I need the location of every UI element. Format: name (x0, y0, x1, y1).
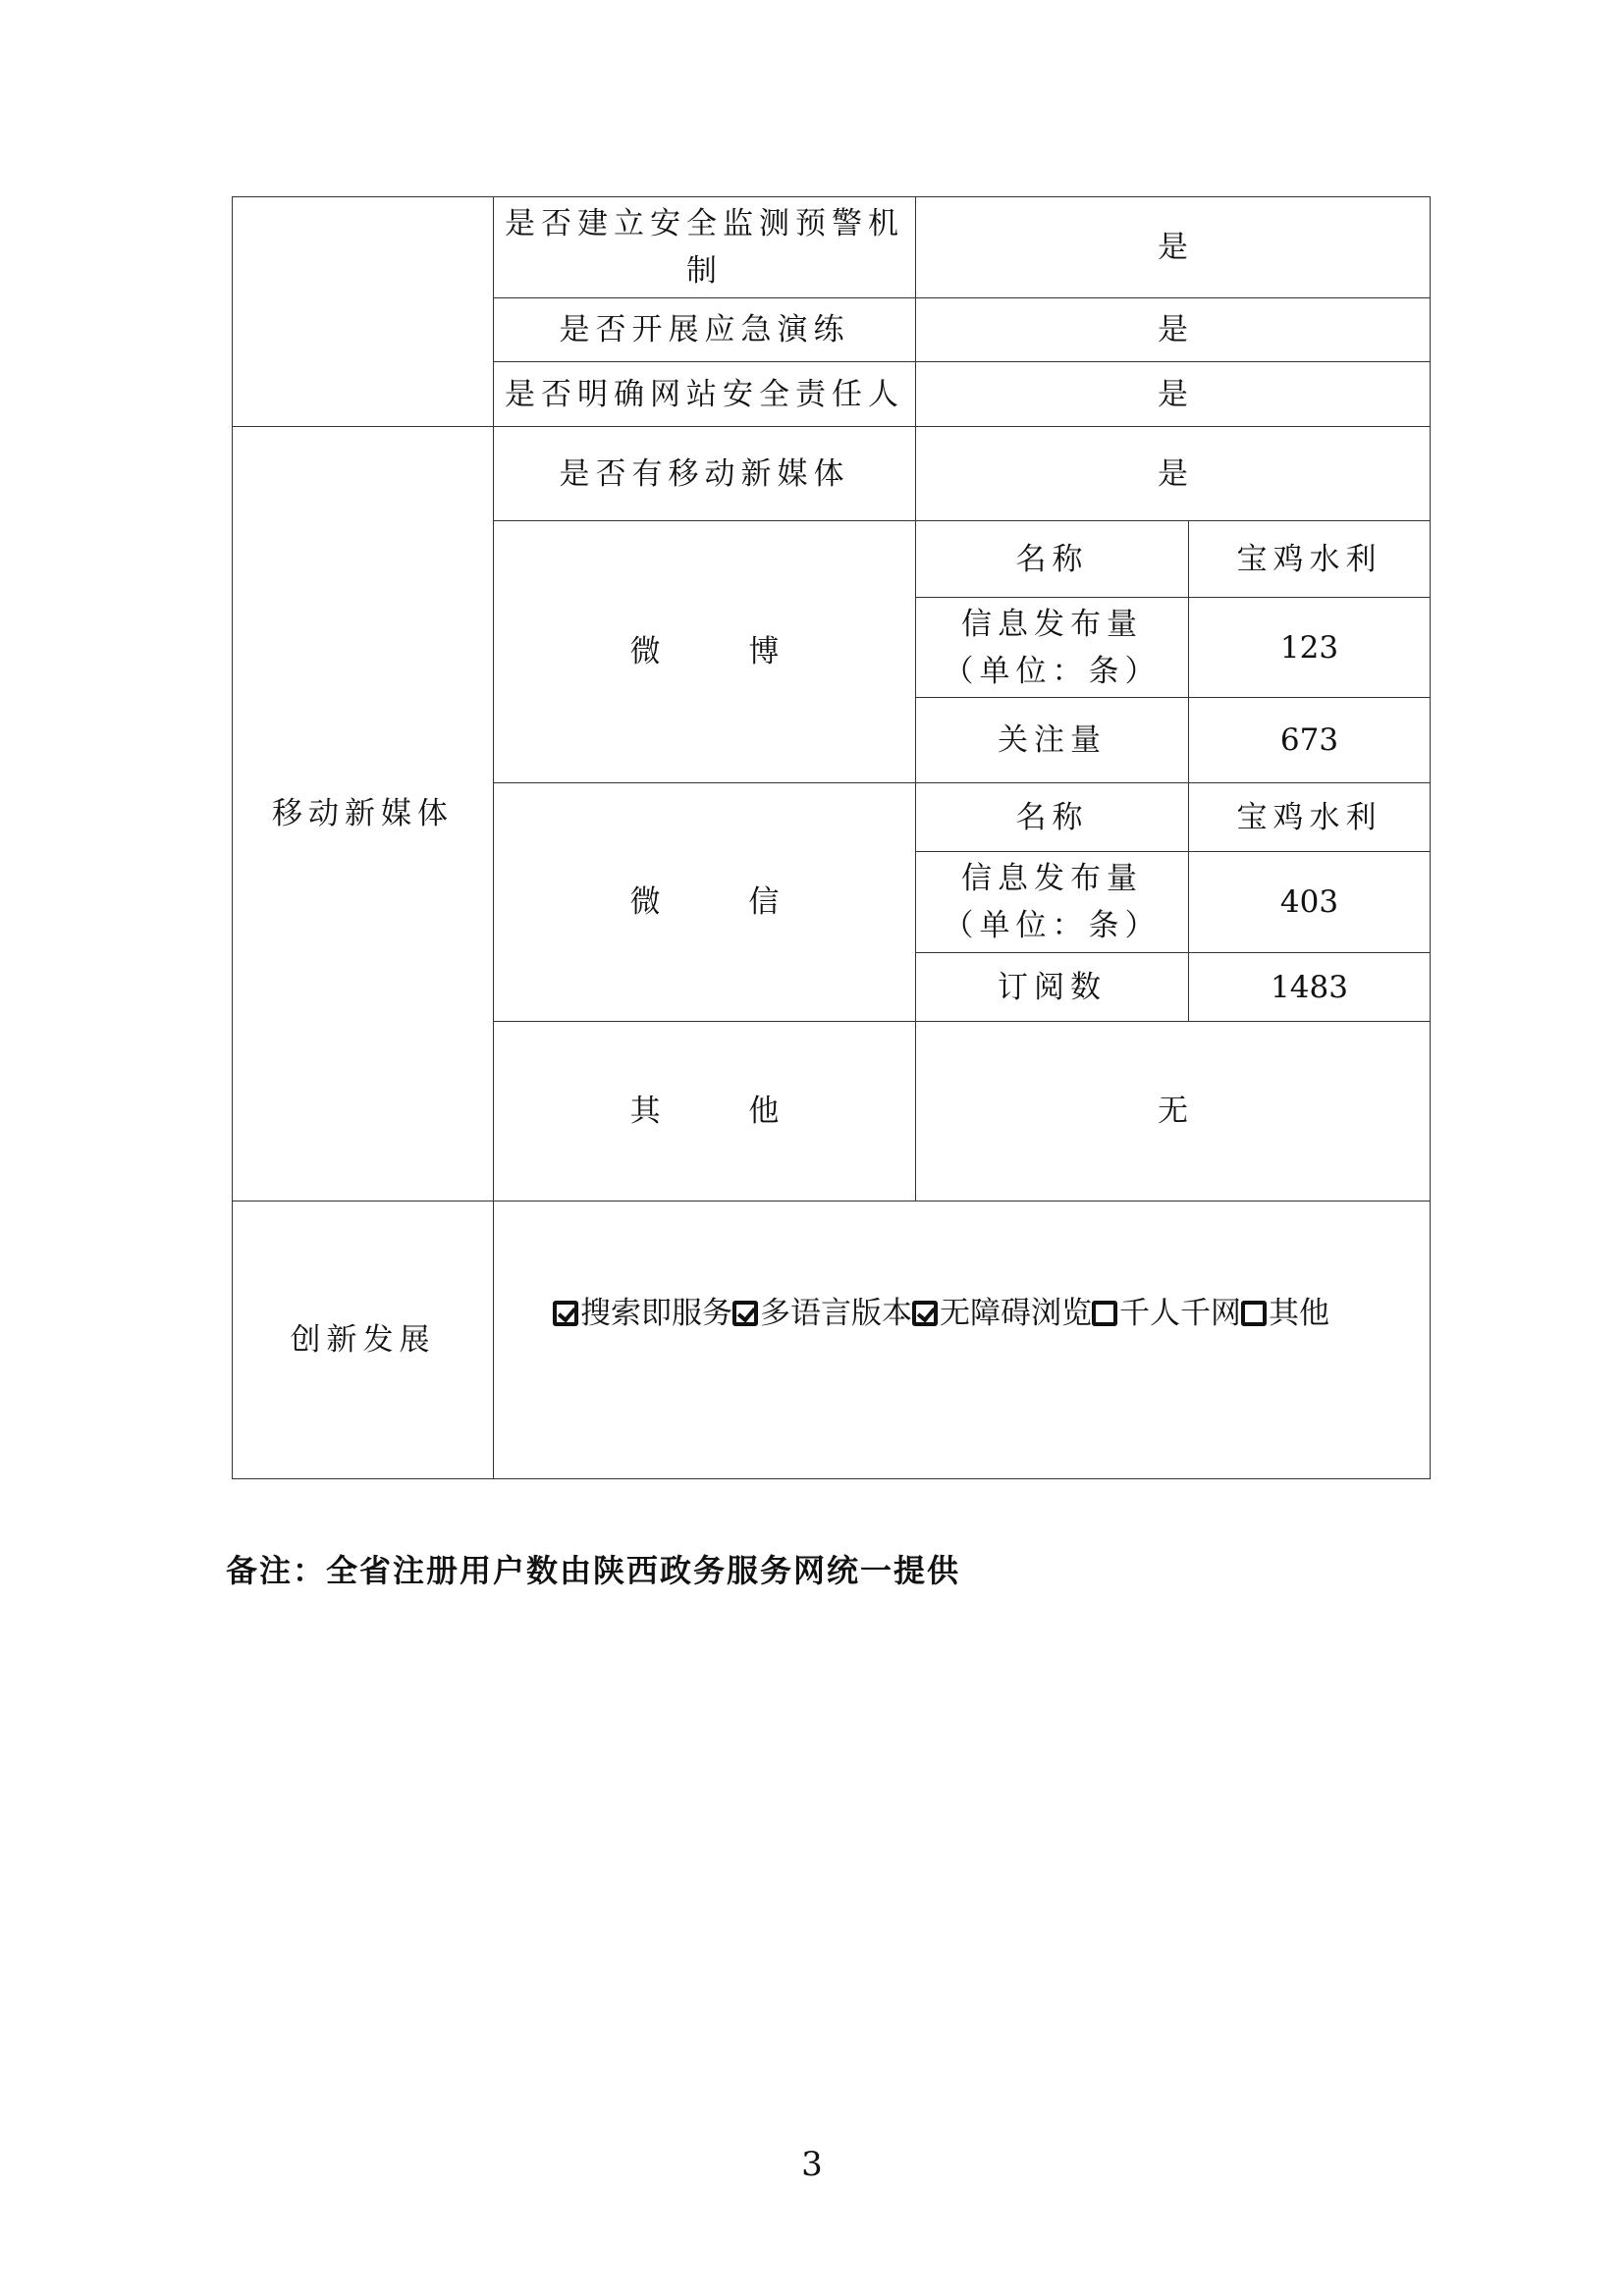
table-row (233, 1201, 1431, 1479)
table-row (233, 427, 1431, 521)
innovation-options (494, 1201, 1431, 1479)
sub-value: 403 (1189, 852, 1431, 953)
option-label: 其他 (1269, 1296, 1329, 1331)
row-label: 是否有移动新媒体 (494, 427, 916, 521)
sub-value: 123 (1189, 598, 1431, 698)
option-label: 无障碍浏览 (940, 1296, 1092, 1331)
option-other (1241, 1296, 1329, 1331)
checkbox-icon (912, 1301, 938, 1326)
page-number: 3 (801, 2145, 823, 2184)
option-search-service (553, 1296, 732, 1331)
sub-label: 名称 (916, 521, 1189, 598)
section-label-media: 移动新媒体 (233, 427, 494, 1201)
option-personalized (1092, 1296, 1241, 1331)
sub-label: 信息发布量（单位：条） (916, 852, 1189, 953)
option-label: 搜索即服务 (580, 1296, 732, 1331)
sub-value: 673 (1189, 698, 1431, 783)
other-value: 无 (916, 1022, 1431, 1201)
checkbox-icon (1092, 1301, 1117, 1326)
row-value: 是 (916, 197, 1431, 298)
sub-label: 订阅数 (916, 953, 1189, 1022)
row-label: 是否明确网站安全责任人 (494, 362, 916, 427)
row-value: 是 (916, 427, 1431, 521)
sub-value: 宝鸡水利 (1189, 521, 1431, 598)
weibo-label: 微 博 (494, 521, 916, 783)
report-table (232, 196, 1431, 1479)
row-label: 是否开展应急演练 (494, 298, 916, 362)
footnote: 备注：全省注册用户数由陕西政务服务网统一提供 (226, 1552, 961, 1589)
table-row (233, 197, 1431, 298)
row-value: 是 (916, 298, 1431, 362)
wechat-label: 微 信 (494, 783, 916, 1022)
other-label: 其 他 (494, 1022, 916, 1201)
sub-label: 信息发布量（单位：条） (916, 598, 1189, 698)
row-label: 是否建立安全监测预警机制 (494, 197, 916, 298)
sub-label: 关注量 (916, 698, 1189, 783)
section-label-innovation: 创新发展 (233, 1201, 494, 1479)
security-section-cell (233, 197, 494, 427)
checkbox-icon (732, 1301, 758, 1326)
option-multilingual (732, 1296, 912, 1331)
row-value: 是 (916, 362, 1431, 427)
sub-value: 宝鸡水利 (1189, 783, 1431, 852)
sub-value: 1483 (1189, 953, 1431, 1022)
option-accessibility (912, 1296, 1092, 1331)
checkbox-icon (553, 1301, 578, 1326)
option-label: 千人千网 (1119, 1296, 1241, 1331)
option-label: 多语言版本 (760, 1296, 912, 1331)
sub-label: 名称 (916, 783, 1189, 852)
checkbox-icon (1241, 1301, 1267, 1326)
